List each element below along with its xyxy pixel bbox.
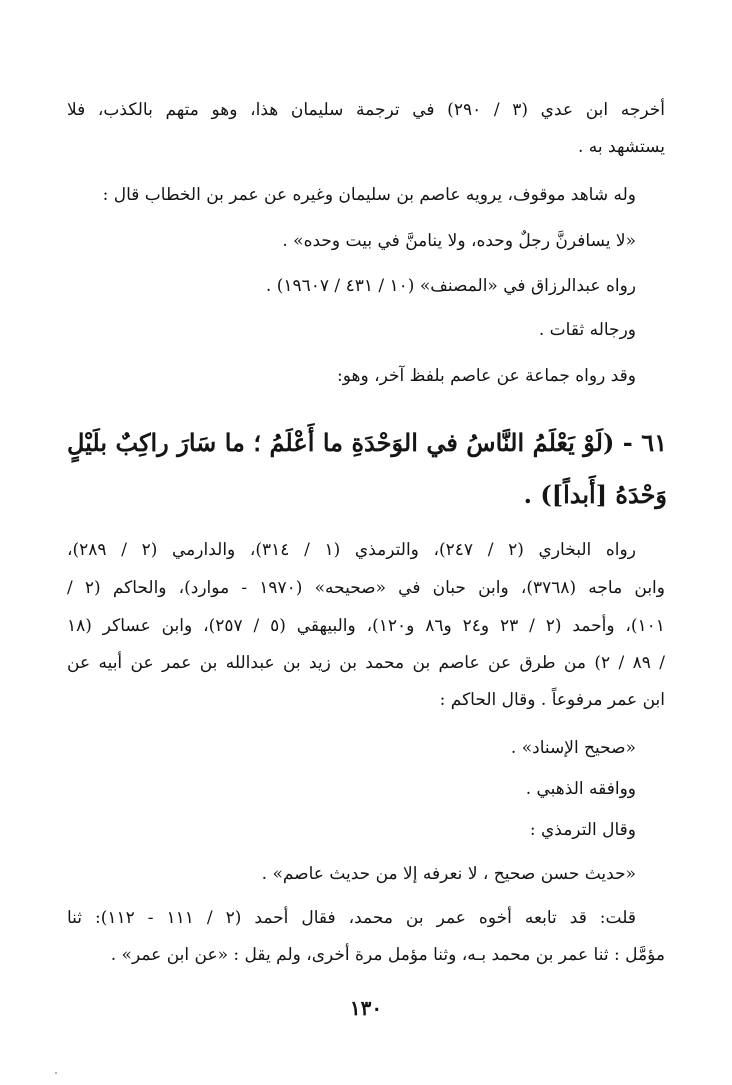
paragraph-line: مؤمَّل : ثنا عمر بن محمد بـه، وثنا مؤمل مرة أخرى، ولم يقل : «عن ابن عمر» .	[110, 945, 665, 965]
paragraph-line: رواه البخاري (٢ / ٢٤٧)، والترمذي (١ / ٣١٤)، والدارمي (٢ / ٢٨٩)،	[67, 540, 636, 560]
hadith-heading: ٦١ - (لَوْ يَعْلَمُ النَّاسُ في الوَحْدَةِ ما أَعْلَمُ ؛ ما سَارَ راكِبٌ بلَيْلٍ	[67, 428, 667, 457]
paragraph-line: / ٨٩ / ٢) من طرق عن عاصم بن محمد بن زيد بن عبدالله بن عمر عن أبيه عن	[67, 653, 665, 673]
paragraph-line: ورجاله ثقات .	[538, 320, 636, 340]
paragraph-line: وابن ماجه (٣٧٦٨)، وابن حبان في «صحيحه» (١٩٧٠ - موارد)، والحاكم (٢ /	[67, 578, 665, 598]
paragraph-line: ووافقه الذهبي .	[525, 779, 636, 799]
quote-line: «صحيح الإسناد» .	[510, 738, 636, 758]
paragraph-line: أخرجه ابن عدي (٣ / ٢٩٠) في ترجمة سليمان هذا، وهو متهم بالكذب، فلا	[67, 100, 665, 120]
paragraph-line: ١٠١)، وأحمد (٢ / ٢٣ و٢٤ و٨٦ و١٢٠)، والبيهقي (٥ / ٢٥٧)، وابن عساكر (١٨	[67, 616, 665, 636]
paragraph-line: رواه عبدالرزاق في «المصنف» (١٠ / ٤٣١ / ١٩٦٠٧) .	[265, 276, 636, 296]
quote-line: «حديث حسن صحيح ، لا نعرفه إلا من حديث عاصم» .	[261, 864, 636, 884]
paragraph-line: قلت: قد تابعه أخوه عمر بن محمد، فقال أحمد (٢ / ١١١ - ١١٢): ثنا	[67, 908, 636, 928]
paragraph-line: وقد رواه جماعة عن عاصم بلفظ آخر، وهو:	[337, 366, 636, 386]
paragraph-line: وله شاهد موقوف، يرويه عاصم بن سليمان وغيره عن عمر بن الخطاب قال :	[102, 185, 636, 205]
scan-speck	[55, 1072, 57, 1074]
paragraph-line: ابن عمر مرفوعاً . وقال الحاكم :	[439, 690, 665, 710]
paragraph-line: وقال الترمذي :	[529, 820, 636, 840]
quote-line: «لا يسافرنَّ رجلٌ وحده، ولا ينامنَّ في بيت وحده» .	[282, 231, 636, 251]
paragraph-line: يستشهد به .	[577, 137, 665, 157]
hadith-heading-continuation: وَحْدَهُ [أَبداً]) .	[523, 480, 667, 509]
page-number: ١٣٠	[349, 996, 383, 1020]
